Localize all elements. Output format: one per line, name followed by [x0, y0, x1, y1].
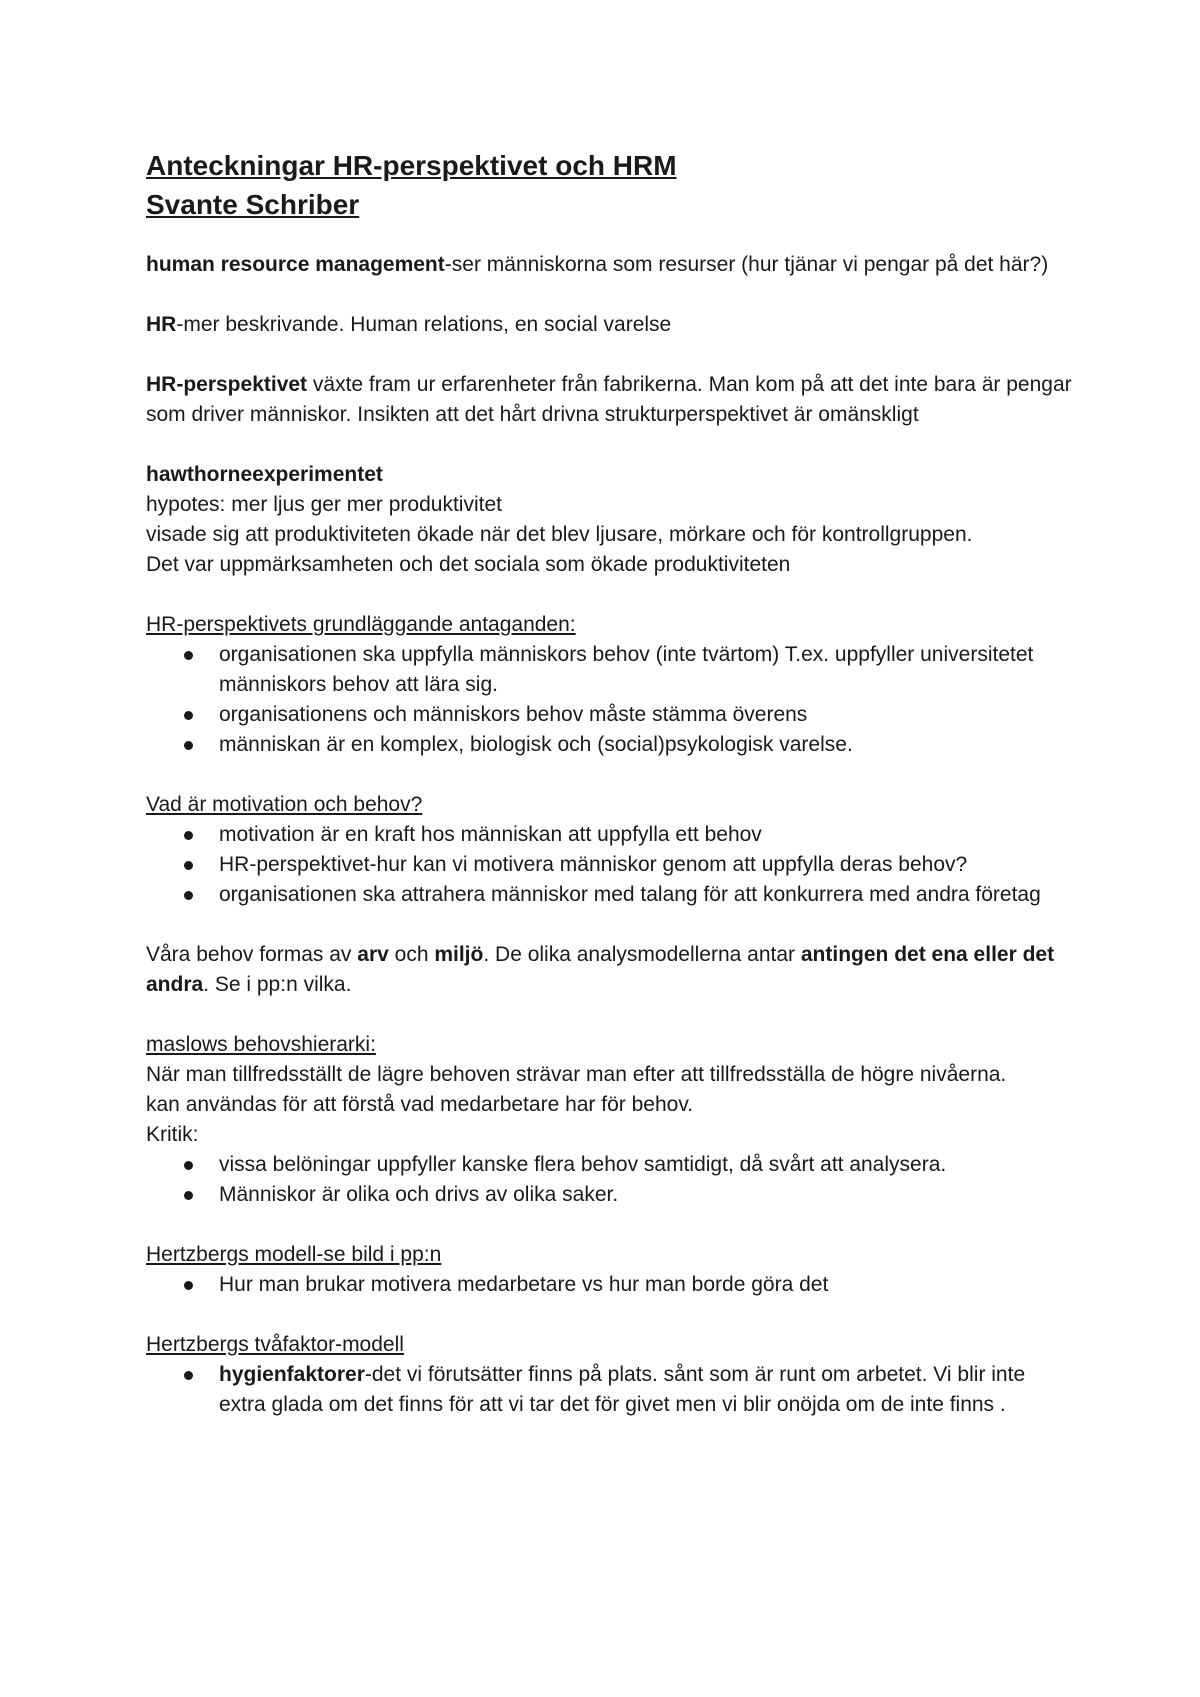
list-item-text: organisationen ska uppfylla människors behov (inte tvärtom) T.ex. uppfyller universitetet människors behov att lära sig. [219, 643, 1034, 696]
hr-perspective-term: HR-perspektivet [146, 373, 308, 396]
document-author: Svante Schriber [146, 189, 360, 220]
list-item-text: organisationens och människors behov måste stämma överens [219, 703, 808, 726]
hygiene-factors-term: hygienfaktorer [219, 1363, 365, 1386]
hawthorne-heading-text: hawthorneexperimentet [146, 463, 383, 486]
hawthorne-heading [146, 460, 1076, 490]
bullet-icon [184, 831, 193, 840]
list-item-text: Människor är olika och drivs av olika saker. [219, 1183, 619, 1206]
list-item-text: Hur man brukar motivera medarbetare vs hur man borde göra det [219, 1273, 829, 1296]
assumptions-heading: HR-perspektivets grundläggande antaganden: [146, 613, 576, 636]
bullet-icon [184, 861, 193, 870]
maslow-heading: maslows behovshierarki: [146, 1033, 376, 1056]
maslow-line-2: kan användas för att förstå vad medarbetare har för behov. [146, 1093, 694, 1116]
bullet-icon [184, 1371, 193, 1380]
list-item-text: människan är en komplex, biologisk och (social)psykologisk varelse. [219, 733, 853, 756]
list-item [146, 880, 1076, 910]
list-item-text: HR-perspektivet-hur kan vi motivera människor genom att uppfylla deras behov? [219, 853, 968, 876]
maslow-line-3: Kritik: [146, 1123, 199, 1146]
hawthorne-line-2: visade sig att produktiviteten ökade när det blev ljusare, mörkare och för kontrollgruppen. [146, 523, 973, 546]
list-item [146, 1150, 1076, 1180]
motivation-list [146, 820, 1076, 910]
bullet-icon [184, 651, 193, 660]
assumptions-list [146, 640, 1076, 760]
list-item-text: -det vi förutsätter finns på plats. sånt som är runt om arbetet. Vi blir inte extra glada om det finns för att vi tar det för givet men vi blir onöjda om de inte finns . [219, 1363, 1026, 1416]
needs-paragraph [146, 940, 1076, 1000]
hrm-term: human resource management [146, 253, 445, 276]
document-page [146, 146, 1076, 1420]
needs-text-2: och [388, 943, 435, 966]
needs-text-4: . Se i pp:n vilka. [203, 973, 352, 996]
hr-perspective-text: växte fram ur erfarenheter från fabrikerna. Man kom på att det inte bara är pengar som driver människor. Insikten att det hårt drivna strukturperspektivet är omänskligt [146, 373, 1072, 426]
bullet-icon [184, 711, 193, 720]
hertzberg-two-factor-list [146, 1360, 1076, 1420]
bullet-icon [184, 891, 193, 900]
list-item [146, 700, 1076, 730]
list-item [146, 850, 1076, 880]
motivation-heading: Vad är motivation och behov? [146, 793, 423, 816]
hr-text: -mer beskrivande. Human relations, en social varelse [176, 313, 672, 336]
list-item [146, 730, 1076, 760]
list-item-text: organisationen ska attrahera människor med talang för att konkurrera med andra företag [219, 883, 1041, 906]
hertzberg-two-factor-heading: Hertzbergs tvåfaktor-modell [146, 1333, 404, 1356]
needs-text-3: . De olika analysmodellerna antar [483, 943, 801, 966]
needs-text-1: Våra behov formas av [146, 943, 358, 966]
hawthorne-line-1: hypotes: mer ljus ger mer produktivitet [146, 493, 502, 516]
list-item [146, 1180, 1076, 1210]
bullet-icon [184, 1191, 193, 1200]
hr-term: HR [146, 313, 177, 336]
hr-paragraph [146, 310, 1076, 340]
hrm-paragraph [146, 250, 1076, 280]
list-item [146, 820, 1076, 850]
hertzberg-model-heading: Hertzbergs modell-se bild i pp:n [146, 1243, 442, 1266]
hawthorne-line-3: Det var uppmärksamheten och det sociala som ökade produktiviteten [146, 553, 791, 576]
bullet-icon [184, 741, 193, 750]
maslow-list [146, 1150, 1076, 1210]
needs-bold-3: antingen det ena eller det andra [146, 943, 1055, 996]
needs-bold-2: miljö [434, 943, 484, 966]
list-item [146, 1270, 1076, 1300]
list-item-text: vissa belöningar uppfyller kanske flera behov samtidigt, då svårt att analysera. [219, 1153, 947, 1176]
list-item-text: motivation är en kraft hos människan att uppfylla ett behov [219, 823, 762, 846]
hrm-text: -ser människorna som resurser (hur tjänar vi pengar på det här?) [444, 253, 1049, 276]
maslow-line-1: När man tillfredsställt de lägre behoven strävar man efter att tillfredsställa de högre nivåerna. [146, 1063, 1007, 1086]
needs-bold-1: arv [357, 943, 389, 966]
hertzberg-model-list [146, 1270, 1076, 1300]
list-item [146, 1360, 1076, 1420]
list-item [146, 640, 1076, 700]
bullet-icon [184, 1161, 193, 1170]
bullet-icon [184, 1281, 193, 1290]
hr-perspective-paragraph [146, 370, 1076, 430]
document-title: Anteckningar HR-perspektivet och HRM [146, 150, 677, 181]
